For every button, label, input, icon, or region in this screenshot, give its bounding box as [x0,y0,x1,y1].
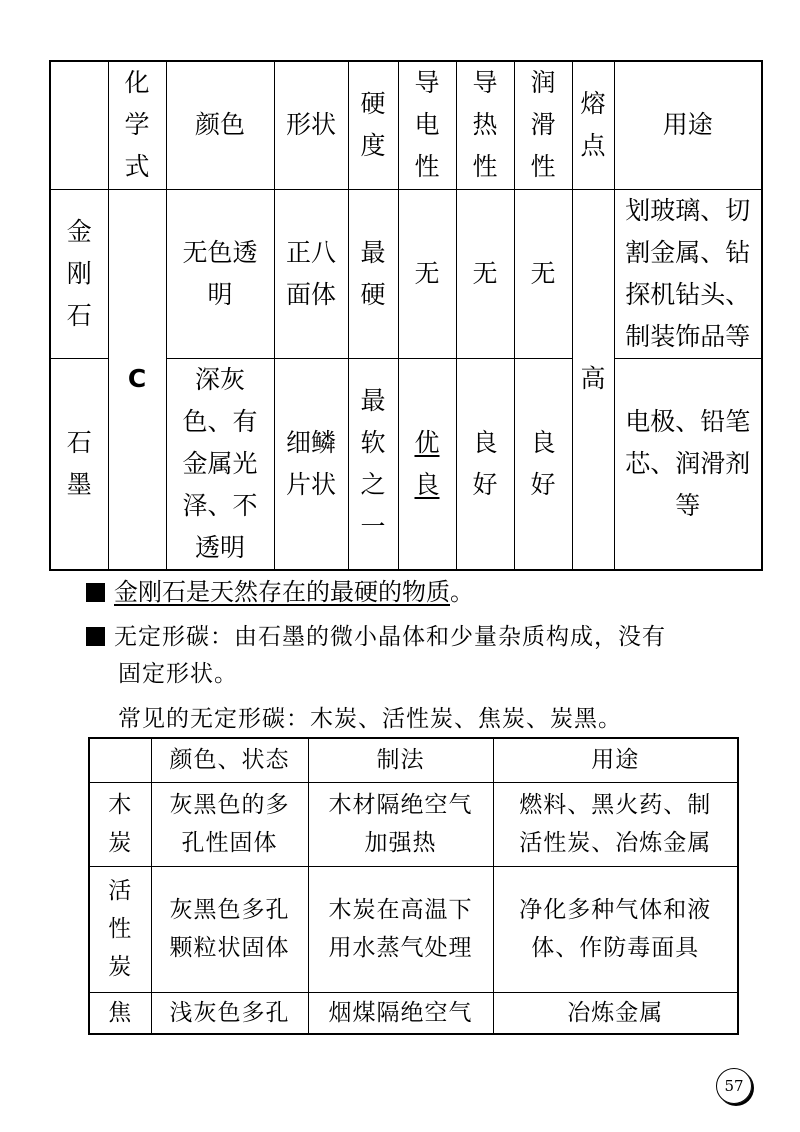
bullet-continuation: 固定形状。 [118,661,238,687]
header-cell: 熔 点 [572,61,614,189]
header-cell: 形状 [274,61,348,189]
row-name: 木 炭 [89,782,151,866]
square-bullet-icon [86,627,105,646]
thermal-cell: 良 好 [456,358,514,570]
common-amorphous-carbon-text: 常见的无定形碳：木炭、活性炭、焦炭、炭黑。 [118,706,622,732]
bullet-text-end: 。 [450,578,474,606]
header-cell: 制法 [308,738,493,782]
header-cell: 化 学 式 [108,61,166,189]
header-cell [89,738,151,782]
header-cell: 用途 [614,61,762,189]
formula-cell: C [108,189,166,570]
amorphous-carbon-table [88,737,739,1035]
table-row [89,866,738,992]
state-cell: 灰黑色的多 孔性固体 [151,782,308,866]
header-cell: 导 热 性 [456,61,514,189]
bullet-text: 无定形碳：由石墨的微小晶体和少量杂质构成，没有 [114,624,666,650]
table-row [89,782,738,866]
header-cell [50,61,108,189]
row-name: 焦 [89,992,151,1034]
header-cell: 颜色 [166,61,274,189]
header-cell: 颜色、状态 [151,738,308,782]
page-number: 57 [716,1068,752,1104]
method-cell: 木炭在高温下 用水蒸气处理 [308,866,493,992]
shape-cell: 细鳞 片状 [274,358,348,570]
header-cell: 用途 [493,738,738,782]
state-cell: 浅灰色多孔 [151,992,308,1034]
use-cell: 划玻璃、切 割金属、钻 探机钻头、 制装饰品等 [614,189,762,358]
row-name: 金 刚 石 [50,189,108,358]
lubricity-cell: 良 好 [514,358,572,570]
use-cell: 电极、铅笔 芯、润滑剂 等 [614,358,762,570]
carbon-allotropes-table [49,60,763,571]
use-cell: 燃料、黑火药、制 活性炭、冶炼金属 [493,782,738,866]
bullet-text: 金刚石是天然存在的最硬的物质 [114,578,450,606]
table-row [89,992,738,1034]
bullet-amorphous-carbon [86,618,666,651]
table-row-diamond [50,189,762,358]
hardness-cell: 最 硬 [348,189,398,358]
header-cell: 润 滑 性 [514,61,572,189]
square-bullet-icon [86,583,105,602]
header-cell: 导 电 性 [398,61,456,189]
method-cell: 烟煤隔绝空气 [308,992,493,1034]
state-cell: 灰黑色多孔 颗粒状固体 [151,866,308,992]
table-header-row [89,738,738,782]
bullet-diamond-hardest [86,572,474,607]
row-name: 石 墨 [50,358,108,570]
conductivity-cell: 优 良 [398,358,456,570]
row-name: 活 性 炭 [89,866,151,992]
shape-cell: 正八 面体 [274,189,348,358]
thermal-cell: 无 [456,189,514,358]
header-cell: 硬 度 [348,61,398,189]
color-cell: 无色透 明 [166,189,274,358]
conductivity-cell: 无 [398,189,456,358]
table-header-row [50,61,762,189]
color-cell: 深灰 色、有 金属光 泽、不 透明 [166,358,274,570]
use-cell: 冶炼金属 [493,992,738,1034]
melting-point-cell: 高 [572,189,614,570]
use-cell: 净化多种气体和液 体、作防毒面具 [493,866,738,992]
hardness-cell: 最 软 之 一 [348,358,398,570]
lubricity-cell: 无 [514,189,572,358]
method-cell: 木材隔绝空气 加强热 [308,782,493,866]
